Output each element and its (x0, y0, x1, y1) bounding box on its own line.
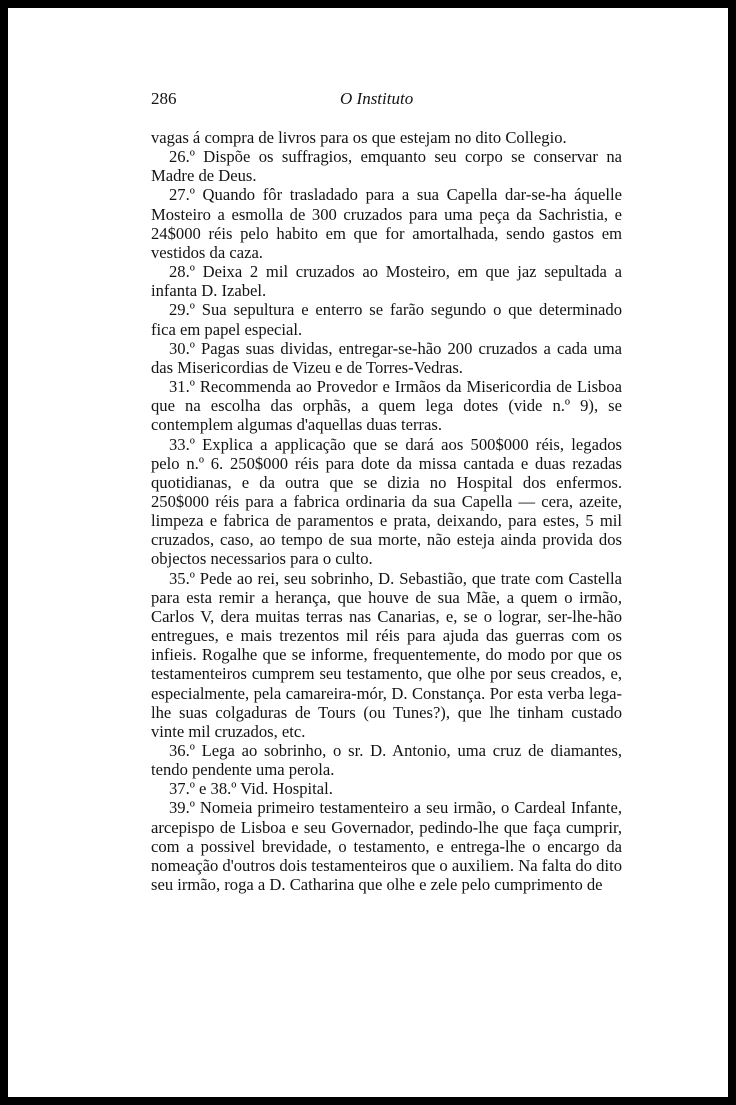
body-text (151, 128, 622, 894)
paragraph: 29.º Sua sepultura e enterro se farão segundo o que determinado fica em papel especial. (151, 300, 622, 339)
paragraph: 39.º Nomeia primeiro testamenteiro a seu irmão, o Cardeal Infante, arcepispo de Lisboa e seu Governador, pedindo-lhe que faça cumprir, com a possivel brevidade, o testamento, e entrega-lhe o encargo da nomeação d'outros dois testamenteiros que o auxiliem. Na falta do dito seu irmão, roga a D. Catharina que olhe e zele pelo cumprimento de (151, 798, 622, 895)
paragraph: 31.º Recommenda ao Provedor e Irmãos da Misericordia de Lisboa que na escolha das orphãs, a quem lega dotes (vide n.º 9), se contemplem algumas d'aquellas duas terras. (151, 377, 622, 435)
paragraph: 30.º Pagas suas dividas, entregar-se-hão 200 cruzados a cada uma das Misericordias de Vizeu e de Torres-Vedras. (151, 338, 622, 377)
paragraph: 27.º Quando fôr trasladado para a sua Capella dar-se-ha áquelle Mosteiro a esmolla de 300 cruzados para uma peça da Sachristia, e 24$000 réis pelo habito em que for amortalhada, sendo gastos em vestidos da caza. (151, 185, 622, 262)
paragraph: 33.º Explica a applicação que se dará aos 500$000 réis, legados pelo n.º 6. 250$000 réis para dote da missa cantada e duas rezadas quotidianas, e da outra que se dizia no Hospital dos enfermos. 250$000 réis para a fabrica ordinaria da sua Capella — cera, azeite, limpeza e fabrica de paramentos e prata, deixando, para estes, 5 mil cruzados, caso, ao tempo de sua morte, não esteja ainda provida dos objectos necessarios para o culto. (151, 434, 622, 569)
paragraph: 37.º e 38.º Vid. Hospital. (169, 779, 333, 799)
paragraph: 35.º Pede ao rei, seu sobrinho, D. Sebastião, que trate com Castella para esta remir a herança, que houve de sua Mãe, a quem o irmão, Carlos V, dera muitas terras nas Canarias, e, se o lograr, ser-lhe-hão entregues, e mais trezentos mil réis para ajuda das guerras com os infieis. Rogalhe que se informe, frequentemente, do modo por que os testamenteiros cumprem seu testamento, que olhe por seus creados, e, especialmente, pela camareira-mór, D. Constança. Por esta verba lega-lhe suas colgaduras de Tours (ou Tunes?), que lhe tinham custado vinte mil cruzados, etc. (151, 568, 622, 741)
page-number: 286 (151, 89, 177, 108)
paragraph: 36.º Lega ao sobrinho, o sr. D. Antonio, uma cruz de diamantes, tendo pendente uma perola. (151, 741, 622, 780)
running-title: O Instituto (340, 89, 414, 108)
paragraph: 28.º Deixa 2 mil cruzados ao Mosteiro, em que jaz sepultada a infanta D. Izabel. (151, 262, 622, 301)
paragraph: 26.º Dispõe os suffragios, emquanto seu corpo se conservar na Madre de Deus. (151, 147, 622, 186)
paragraph: vagas á compra de livros para os que estejam no dito Collegio. (151, 128, 567, 147)
